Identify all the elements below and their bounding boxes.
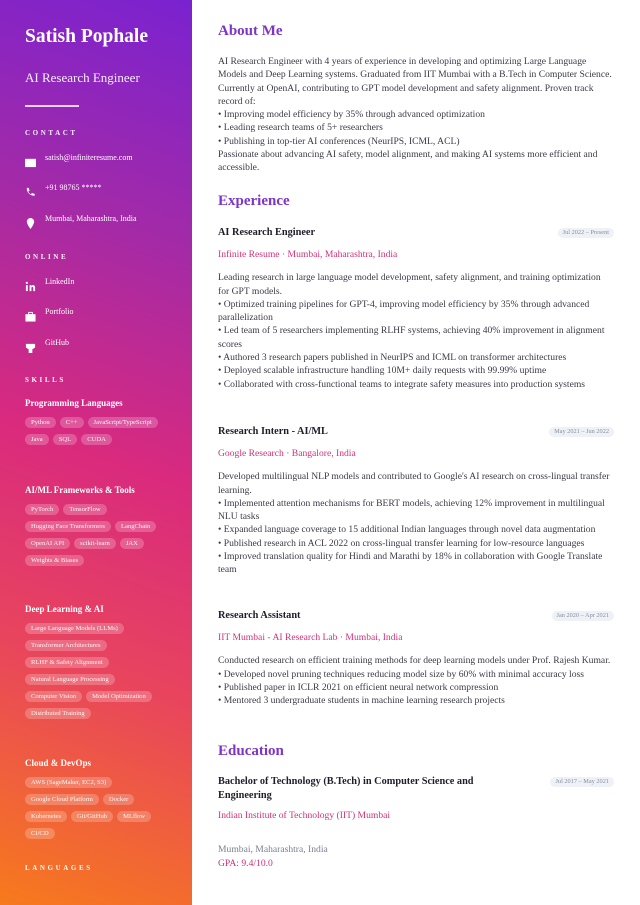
skill-tag: SQL [53, 434, 77, 445]
skill-tag: Computer Vision [25, 691, 82, 702]
skill-tag: Kubernetes [25, 811, 67, 822]
job-description: Developed multilingual NLP models and contributed to Google's AI research on cross-lingual transfer learning. • Implemented attention mechanisms for BERT models, achieving 12% improvement in multilingual NLU tasks • Expanded language coverage to 15 additional Indian languages through novel data augmentation • Published research in ACL 2022 on cross-lingual transfer learning for low-resource languages • Improved translation quality for Hindi and Marathi by 18% in collaboration with Google Translate team [218, 471, 610, 576]
skill-tag: MLflow [117, 811, 151, 822]
job-entry [218, 226, 614, 391]
contact-phone[interactable]: +91 98765 ***** [25, 183, 185, 198]
github-icon [25, 342, 36, 353]
location-pin-icon [25, 218, 36, 229]
divider [25, 105, 79, 107]
candidate-title: AI Research Engineer [25, 70, 140, 85]
skill-tag: Distributed Training [25, 708, 91, 719]
job-company: Infinite Resume · Mumbai, Maharashtra, India [218, 249, 398, 260]
skill-tag: RLHF & Safety Alignment [25, 657, 109, 668]
job-company: IIT Mumbai - AI Research Lab · Mumbai, India [218, 632, 403, 643]
degree: Bachelor of Technology (B.Tech) in Computer Science and Engineering [218, 776, 474, 801]
contact-heading: CONTACT [25, 129, 78, 137]
skill-tag: JAX [120, 538, 144, 549]
skill-tag: CI/CD [25, 828, 55, 839]
school: Indian Institute of Technology (IIT) Mumbai [218, 810, 391, 821]
skill-group [25, 485, 175, 566]
job-company: Google Research · Bangalore, India [218, 448, 356, 459]
skill-tag: Hugging Face Transformers [25, 521, 111, 532]
gpa: GPA: 9.4/10.0 [218, 857, 273, 869]
job-description: Leading research in large language model development, safety alignment, and training optimization for GPT models. • Optimized training pipelines for GPT-4, improving model efficiency by 35% through advanced parallelization • Led team of 5 researchers implementing RLHF systems, achieving 40% improvement in alignment scores • Authored 3 research papers published in NeurIPS and ICML on transformer architectures • Deployed scalable infrastructure handling 10M+ daily requests with 99.99% uptime • Collaborated with cross-functional teams to integrate safety measures into production systems [218, 272, 605, 390]
briefcase-icon [25, 311, 36, 322]
linkedin-icon [25, 281, 36, 292]
skill-tag: Weights & Biases [25, 555, 84, 566]
education-entry [218, 775, 614, 870]
job-title: AI Research Engineer [218, 227, 316, 238]
skill-group [25, 398, 175, 445]
candidate-name: Satish Pophale [25, 26, 148, 47]
skill-group [25, 758, 175, 839]
skill-tag: Python [25, 417, 56, 428]
job-title: Research Intern - AI/ML [218, 426, 328, 437]
date-badge: Jul 2017 – May 2021 [550, 777, 614, 787]
skill-group [25, 604, 175, 719]
date-badge: Jul 2022 – Present [558, 228, 614, 238]
link-linkedin[interactable]: LinkedIn [25, 277, 185, 292]
skill-tag: JavaScript/TypeScript [88, 417, 158, 428]
skill-group-title: Deep Learning & AI [25, 604, 104, 614]
skill-tag: scikit-learn [74, 538, 116, 549]
link-portfolio[interactable]: Portfolio [25, 307, 185, 322]
about-text: AI Research Engineer with 4 years of experience in developing and optimizing Large Language Models and Deep Learning systems. Graduated from IIT Mumbai with a B.Tech in Computer Science. Currently at OpenAI, contributing to GPT model development and safety alignment. Proven track record of: • Improving model efficiency by 35% through advanced optimization • Leading research teams of 5+ researchers • Publishing in top-tier AI conferences (NeurIPS, ICML, ACL) Passionate about advancing AI safety, model alignment, and making AI systems more efficient and accessible. [218, 56, 612, 174]
online-heading: ONLINE [25, 253, 69, 261]
skill-tag: TensorFlow [63, 504, 106, 515]
phone-icon [25, 187, 36, 198]
job-entry [218, 609, 614, 707]
skill-tag: Google Cloud Platform [25, 794, 99, 805]
job-entry [218, 425, 614, 577]
education-location: Mumbai, Maharashtra, India [218, 844, 328, 856]
skill-tag: Natural Language Processing [25, 674, 115, 685]
skill-tag: Docker [103, 794, 134, 805]
education-heading: Education [218, 743, 284, 759]
skill-tag: Transformer Architectures [25, 640, 107, 651]
skill-tag: Model Optimization [86, 691, 152, 702]
languages-heading: LANGUAGES [25, 864, 93, 872]
skill-tag: PyTorch [25, 504, 59, 515]
skills-heading: SKILLS [25, 376, 66, 384]
skill-tag: OpenAI API [25, 538, 70, 549]
skill-tag: AWS (SageMaker, EC2, S3) [25, 777, 112, 788]
skill-group-title: AI/ML Frameworks & Tools [25, 485, 135, 495]
sidebar [0, 0, 192, 905]
experience-heading: Experience [218, 193, 290, 209]
job-title: Research Assistant [218, 610, 301, 621]
contact-location: Mumbai, Maharashtra, India [25, 214, 185, 229]
link-github[interactable]: GitHub [25, 338, 185, 353]
job-description: Conducted research on efficient training methods for deep learning models under Prof. Rajesh Kumar. • Developed novel pruning techniques reducing model size by 60% with minimal accuracy loss • Published paper in ICLR 2021 on efficient neural network compression • Mentored 3 undergraduate students in machine learning research projects [218, 655, 611, 707]
skill-tag: CUDA [81, 434, 112, 445]
date-badge: May 2021 – Jun 2022 [549, 427, 614, 437]
date-badge: Jan 2020 – Apr 2021 [552, 611, 614, 621]
skill-tag: Large Language Models (LLMs) [25, 623, 124, 634]
skill-tag: Java [25, 434, 49, 445]
contact-email[interactable]: satish@infiniteresume.com [25, 153, 185, 168]
about-heading: About Me [218, 23, 283, 39]
skill-tag: Git/GitHub [71, 811, 113, 822]
skill-tag: C++ [60, 417, 84, 428]
skill-group-title: Cloud & DevOps [25, 758, 92, 768]
skill-tag: LangChain [115, 521, 156, 532]
skill-group-title: Programming Languages [25, 398, 123, 408]
envelope-icon [25, 157, 36, 168]
